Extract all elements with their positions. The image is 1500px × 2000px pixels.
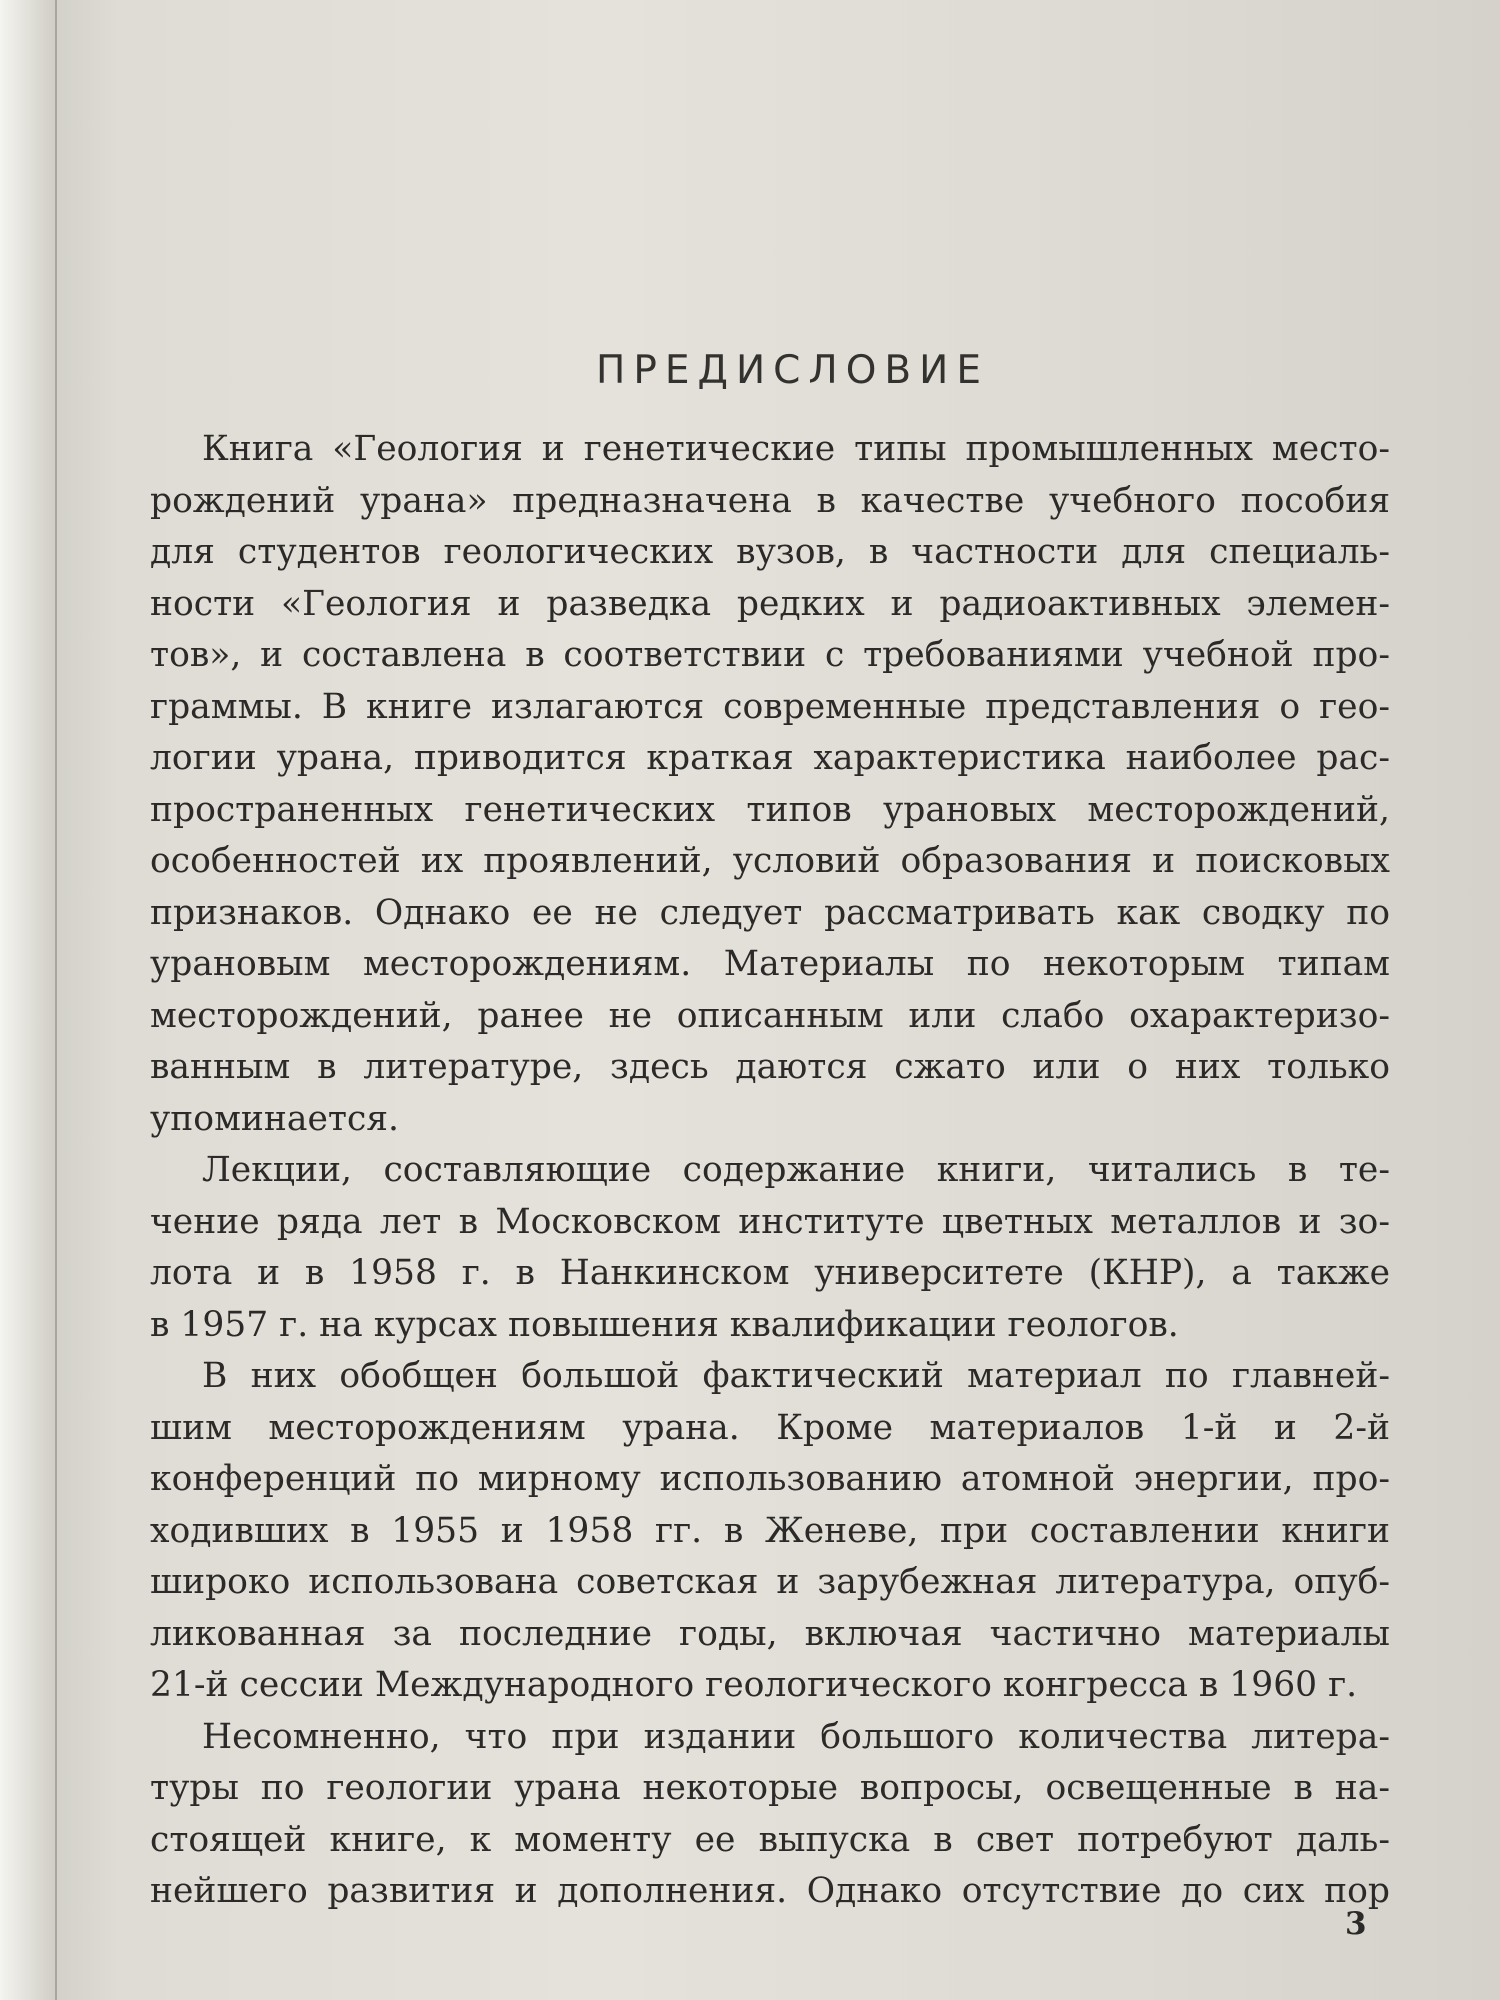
text-line: упоминается. [150, 1098, 400, 1139]
text-line: конференций по мирному использованию атомной энергии, про- [150, 1459, 1390, 1499]
text-line: В них обобщен большой фактический материал по главней- [202, 1356, 1390, 1396]
text-line: чение ряда лет в Московском институте цветных металлов и зо- [150, 1201, 1390, 1242]
text-line: стоящей книге, к моменту ее выпуска в свет потребуют даль- [150, 1819, 1390, 1860]
text-line: тов», и составлена в соответствии с требованиями учебной про- [150, 635, 1390, 675]
text-line: месторождений, ранее не описанным или слабо охарактеризо- [150, 995, 1390, 1036]
paragraph-4 [150, 1712, 1390, 1918]
bleed-line [150, 50, 1450, 100]
page-edge [55, 0, 57, 2000]
text-line: туры по геологии урана некоторые вопросы, освещенные в на- [150, 1768, 1390, 1808]
text-line: шим месторождениям урана. Кроме материалов 1-й и 2-й [150, 1407, 1390, 1448]
bleed-line [150, 250, 1450, 300]
text-line: нейшего развития и дополнения. Однако отсутствие до сих пор [150, 1871, 1390, 1911]
bleed-line [150, 0, 1450, 50]
page-title: ПРЕДИСЛОВИЕ [596, 348, 989, 393]
text-line: признаков. Однако ее не следует рассматривать как сводку по [150, 892, 1390, 933]
text-line: лота и в 1958 г. в Нанкинском университете (КНР), а также [150, 1253, 1390, 1293]
bleed-line [150, 200, 1450, 250]
paragraph-3 [150, 1351, 1390, 1712]
page-number: 3 [1345, 1906, 1367, 1942]
paragraph-2 [150, 1145, 1390, 1351]
text-line: Несомненно, что при издании большого количества литера- [202, 1716, 1390, 1757]
text-line: рождений урана» предназначена в качестве учебного пособия [150, 480, 1390, 521]
text-line: ванным в литературе, здесь даются сжато или о них только [150, 1047, 1390, 1087]
page-content [150, 320, 1390, 1918]
text-line: широко использована советская и зарубежная литература, опуб- [150, 1562, 1390, 1602]
bleed-line [150, 100, 1450, 150]
text-line: ходивших в 1955 и 1958 гг. в Женеве, при составлении книги [150, 1510, 1390, 1551]
text-line: пространенных генетических типов урановых месторождений, [150, 789, 1390, 830]
text-line: 21-й сессии Международного геологического конгресса в 1960 г. [150, 1665, 1358, 1705]
text-line: в 1957 г. на курсах повышения квалификации геологов. [150, 1304, 1179, 1345]
text-line: логии урана, приводится краткая характеристика наиболее рас- [150, 738, 1390, 778]
bleed-through-text [150, 0, 1450, 340]
text-line: особенностей их проявлений, условий образования и поисковых [150, 841, 1390, 881]
bleed-line [150, 150, 1450, 200]
paragraph-1 [150, 424, 1390, 1145]
text-line: урановым месторождениям. Материалы по некоторым типам [150, 944, 1390, 984]
text-line: Лекции, составляющие содержание книги, читались в те- [202, 1150, 1390, 1190]
text-line: ликованная за последние годы, включая частично материалы [150, 1613, 1390, 1654]
text-line: граммы. В книге излагаются современные представления о гео- [150, 686, 1390, 727]
text-line: для студентов геологических вузов, в частности для специаль- [150, 532, 1390, 572]
binding-shadow [0, 0, 55, 2000]
text-line: Книга «Геология и генетические типы промышленных место- [202, 429, 1390, 469]
text-line: ности «Геология и разведка редких и радиоактивных элемен- [150, 583, 1390, 624]
